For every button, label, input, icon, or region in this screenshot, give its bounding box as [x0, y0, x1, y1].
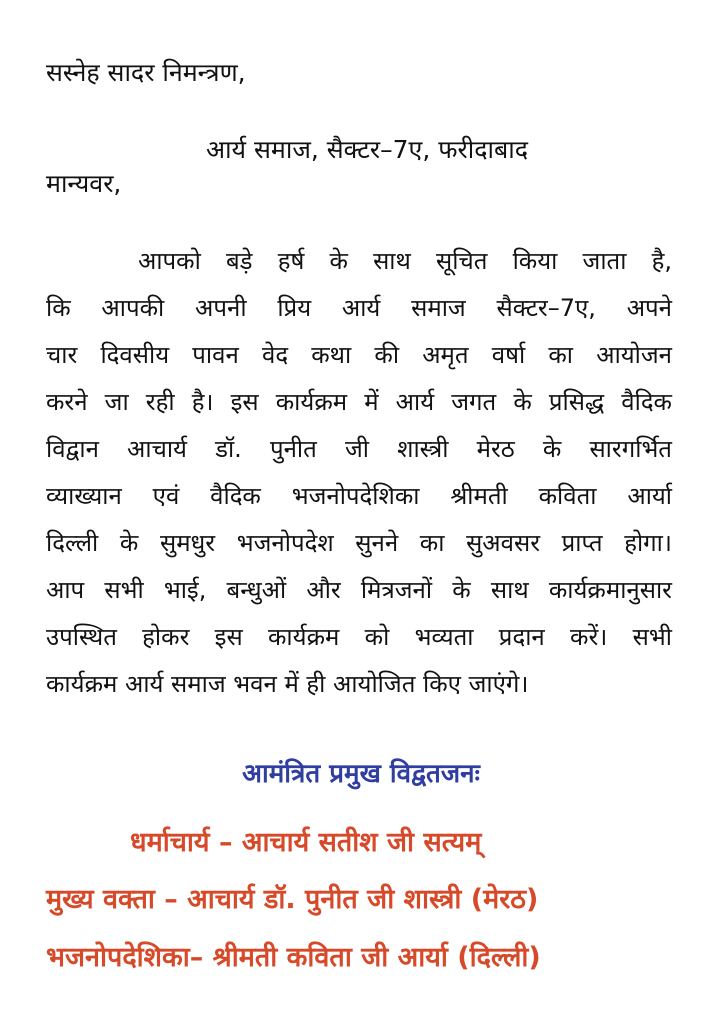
body-line: चार दिवसीय पावन वेद कथा की अमृत वर्षा का आयोजन	[46, 341, 672, 369]
salutation: मान्यवर,	[46, 169, 122, 198]
body-line: कार्यक्रम आर्य समाज भवन में ही आयोजित किए जाएंगे।	[46, 670, 529, 698]
letter-body	[46, 241, 672, 711]
body-line: व्याख्यान एवं वैदिक भजनोपदेशिका श्रीमती कविता आर्या	[46, 482, 672, 510]
body-line: करने जा रही है। इस कार्यक्रम में आर्य जगत के प्रसिद्ध वैदिक	[46, 388, 672, 416]
guest-dharmacharya: धर्माचार्य – आचार्य सतीश जी सत्यम्	[130, 827, 482, 858]
body-line: आप सभी भाई, बन्धुओं और मित्रजनों के साथ कार्यक्रमानुसार	[46, 576, 672, 604]
guest-mukhya-vakta: मुख्य वक्ता – आचार्य डॉ. पुनीत जी शास्त्री (मेरठ)	[46, 884, 539, 915]
organization-line: आर्य समाज, सैक्टर–7ए, फरीदाबाद	[206, 135, 528, 164]
body-line: दिल्ली के सुमधुर भजनोपदेश सुनने का सुअवसर प्राप्त होगा।	[46, 529, 672, 557]
guest-bhajanopdeshika: भजनोपदेशिका– श्रीमती कविता जी आर्या (दिल्ली)	[46, 942, 541, 973]
body-line: उपस्थित होकर इस कार्यक्रम को भव्यता प्रदान करें। सभी	[46, 623, 672, 651]
guests-heading: आमंत्रित प्रमुख विद्वतजनः	[242, 759, 480, 789]
body-line: आपको बड़े हर्ष के साथ सूचित किया जाता है,	[138, 247, 672, 275]
body-line: विद्वान आचार्य डॉ. पुनीत जी शास्त्री मेरठ के सारगर्भित	[46, 435, 672, 463]
body-line: कि आपकी अपनी प्रिय आर्य समाज सैक्टर–7ए, अपने	[46, 294, 672, 322]
greeting: सस्नेह सादर निमन्त्रण,	[46, 58, 246, 87]
